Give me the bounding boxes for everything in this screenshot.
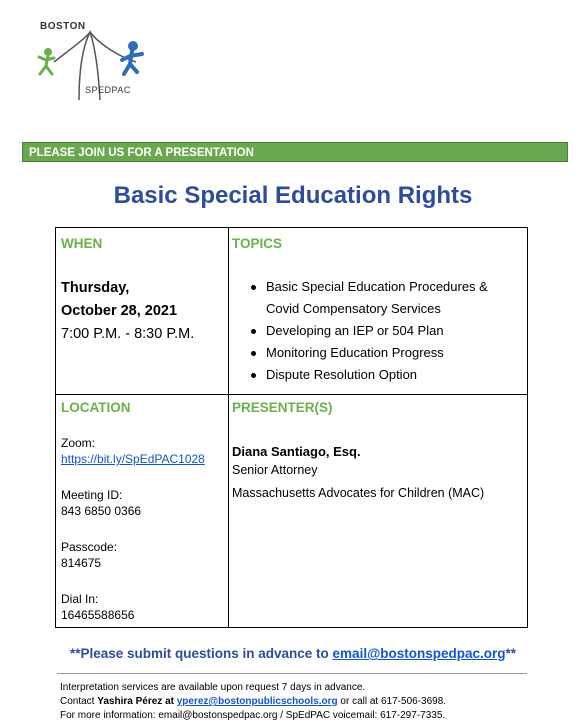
column-divider [228, 228, 229, 627]
footer-contact-email[interactable]: yperez@bostonpublicschools.org [176, 696, 338, 707]
when-date: October 28, 2021 [61, 303, 178, 319]
footer-divider [57, 673, 527, 674]
submit-prefix: **Please submit questions in advance to [69, 646, 333, 661]
page-title: Basic Special Education Rights [113, 182, 473, 209]
topic-item-continued: Covid Compensatory Services [266, 301, 441, 316]
logo-top-text: BOSTON [40, 21, 86, 32]
when-time: 7:00 P.M. - 8:30 P.M. [61, 326, 195, 342]
meeting-id-label: Meeting ID: [61, 488, 123, 502]
logo-bottom-text: SPEDPAC [85, 85, 131, 95]
submit-suffix: ** [505, 646, 517, 661]
when-header: WHEN [61, 236, 103, 251]
submit-email-link[interactable]: email@bostonspedpac.org [332, 646, 506, 661]
location-header: LOCATION [61, 400, 131, 415]
zoom-link[interactable]: https://bit.ly/SpEdPAC1028 [61, 452, 205, 466]
event-details-table [55, 227, 528, 628]
footer-interpretation: Interpretation services are available upon request 7 days in advance. [60, 682, 366, 693]
topic-item: Dispute Resolution Option [248, 364, 518, 386]
dial-in-value: 16465588656 [61, 608, 135, 622]
passcode-label: Passcode: [61, 540, 118, 554]
dial-in-label: Dial In: [61, 592, 99, 606]
boston-spedpac-logo [24, 14, 184, 100]
presenter-organization: Massachusetts Advocates for Children (MAC) [232, 486, 485, 500]
footer-contact [60, 696, 446, 707]
presenter-header: PRESENTER(S) [232, 400, 333, 415]
presentation-banner: PLEASE JOIN US FOR A PRESENTATION [22, 142, 568, 162]
footer-more-info: For more information: email@bostonspedpac.org / SpEdPAC voicemail: 617-297-7335. [60, 710, 446, 721]
submit-questions-note [0, 646, 586, 661]
row-divider [56, 394, 527, 395]
presenter-role: Senior Attorney [232, 463, 318, 477]
topics-list [248, 276, 518, 386]
footer-contact-name: Yashira Pérez at [97, 696, 177, 707]
zoom-label: Zoom: [61, 436, 96, 450]
topic-item: Developing an IEP or 504 Plan [248, 320, 518, 342]
footer-contact-prefix: Contact [60, 696, 98, 707]
topic-item: Monitoring Education Progress [248, 342, 518, 364]
meeting-id-value: 843 6850 0366 [61, 504, 142, 518]
footer-contact-phone: or call at 617-506-3698. [337, 696, 447, 707]
topics-header: TOPICS [232, 236, 283, 251]
topic-item: Basic Special Education Procedures & [248, 276, 518, 298]
passcode-value: 814675 [61, 556, 102, 570]
presenter-name: Diana Santiago, Esq. [232, 444, 361, 459]
when-day: Thursday, [61, 280, 130, 296]
